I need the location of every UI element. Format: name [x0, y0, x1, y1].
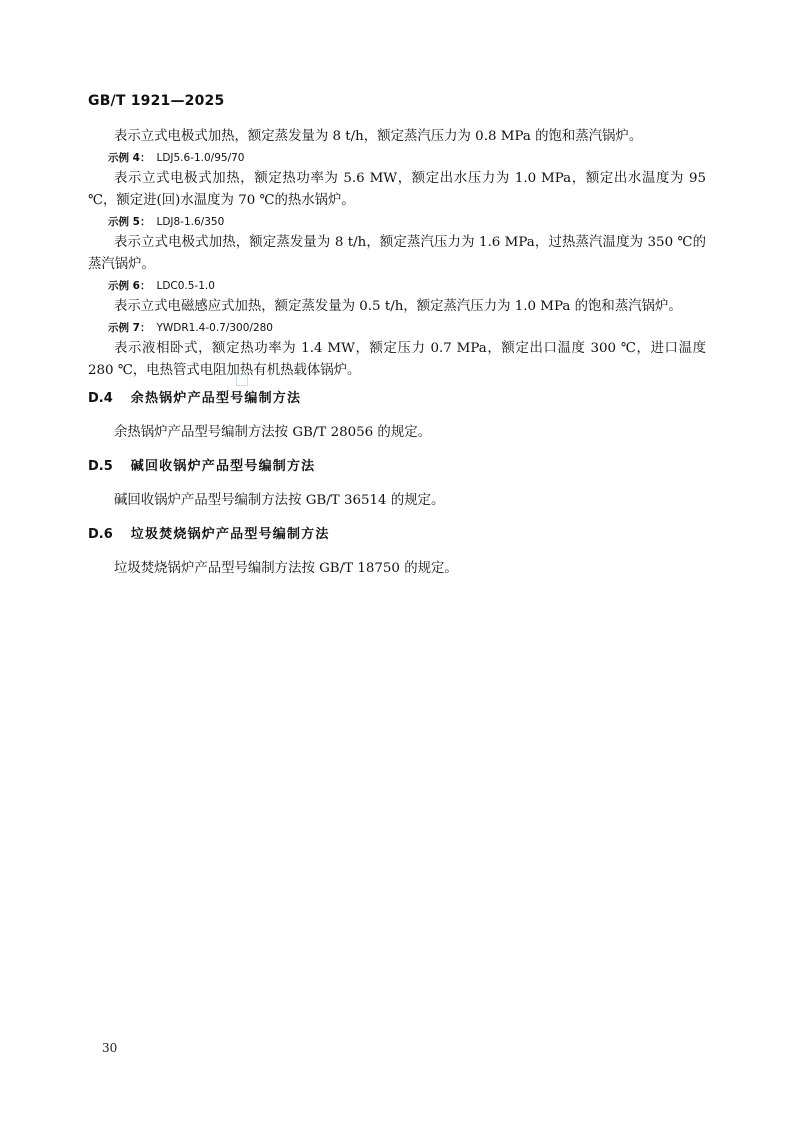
example-7-line [108, 318, 706, 338]
section-number-d5: D.5 [88, 459, 113, 474]
example-6-label: 示例 6： [108, 280, 151, 292]
example-5-code: LDJ8-1.6/350 [156, 216, 225, 228]
example-5-label: 示例 5： [108, 216, 151, 228]
watermark-mark [236, 374, 248, 386]
standard-code: GB/T 1921—2025 [88, 93, 225, 109]
example-4-line [108, 148, 706, 168]
example-4-label: 示例 4： [108, 152, 151, 164]
example-6-code: LDC0.5-1.0 [156, 280, 215, 292]
section-title-d5: 碱回收锅炉产品型号编制方法 [130, 459, 316, 474]
example-6-line [108, 276, 706, 296]
section-number-d4: D.4 [88, 391, 113, 406]
section-heading-d6 [88, 524, 706, 546]
example-4-text: 表示立式电极式加热，额定热功率为 5.6 MW，额定出水压力为 1.0 MPa，额定出水温度为 95 ℃，额定进(回)水温度为 70 ℃的热水锅炉。 [88, 171, 706, 208]
example-5-line [108, 212, 706, 232]
example-4-code: LDJ5.6-1.0/95/70 [156, 152, 245, 164]
page-content [88, 126, 706, 592]
paragraph-1: 表示立式电极式加热，额定蒸发量为 8 t/h，额定蒸汽压力为 0.8 MPa 的饱和蒸汽锅炉。 [114, 129, 643, 144]
example-7-text: 表示液相卧式，额定热功率为 1.4 MW，额定压力 0.7 MPa，额定出口温度 300 ℃，进口温度 280 ℃，电热管式电阻加热有机热载体锅炉。 [88, 341, 706, 378]
example-5-text: 表示立式电极式加热，额定蒸发量为 8 t/h，额定蒸汽压力为 1.6 MPa，过热蒸汽温度为 350 ℃的蒸汽锅炉。 [88, 235, 706, 272]
section-text-d4: 余热锅炉产品型号编制方法按 GB/T 28056 的规定。 [114, 425, 431, 440]
example-7-label: 示例 7： [108, 322, 151, 334]
example-6-text: 表示立式电磁感应式加热，额定蒸发量为 0.5 t/h，额定蒸汽压力为 1.0 MPa 的饱和蒸汽锅炉。 [114, 299, 682, 314]
section-number-d6: D.6 [88, 527, 113, 542]
section-heading-d4 [88, 388, 706, 410]
section-text-d5: 碱回收锅炉产品型号编制方法按 GB/T 36514 的规定。 [114, 493, 445, 508]
section-text-d6: 垃圾焚烧锅炉产品型号编制方法按 GB/T 18750 的规定。 [114, 561, 458, 576]
section-title-d6: 垃圾焚烧锅炉产品型号编制方法 [130, 527, 330, 542]
page-number: 30 [102, 1041, 118, 1055]
section-heading-d5 [88, 456, 706, 478]
example-7-code: YWDR1.4-0.7/300/280 [156, 322, 273, 334]
section-title-d4: 余热锅炉产品型号编制方法 [130, 391, 302, 406]
